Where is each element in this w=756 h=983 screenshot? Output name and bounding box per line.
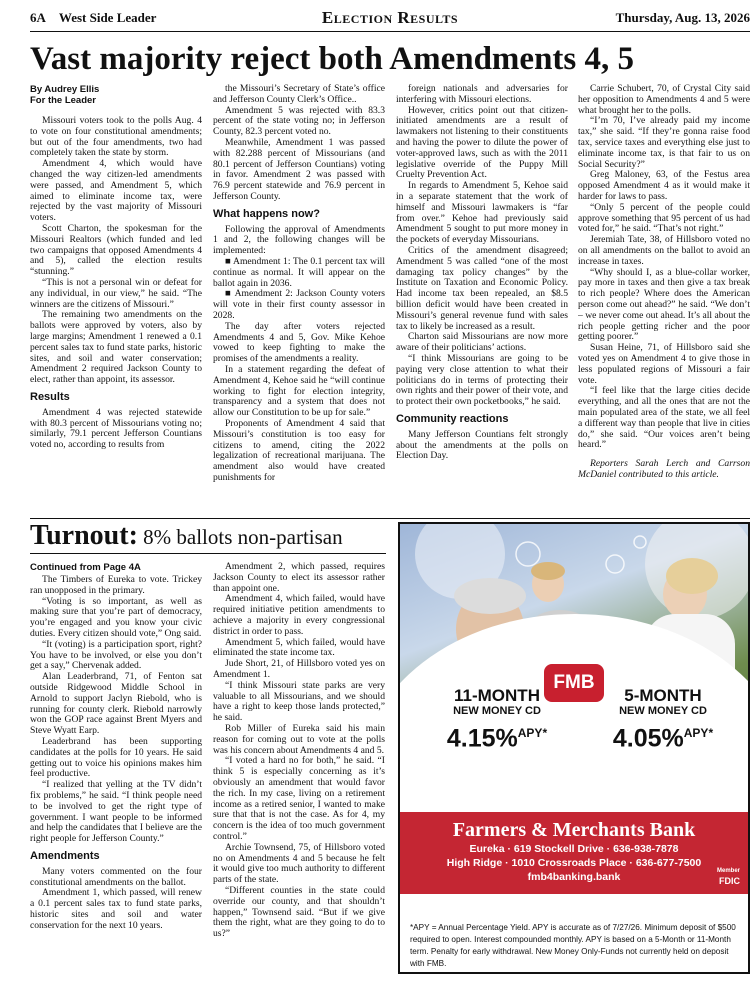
- issue-date: Thursday, Aug. 13, 2026: [615, 10, 750, 25]
- article-column-3: [396, 84, 568, 514]
- bank-name: Farmers & Merchants Bank: [452, 819, 696, 841]
- paragraph: Meanwhile, Amendment 1 was passed with 82.288 percent of Missourians (and 80.1 percent of Jefferson Countians) voting in favor. Amendment 2 was passed with 76.9 percent statewide and 76.9 percent in Jefferson County.: [213, 136, 385, 202]
- rate2-term: 5-MONTH: [624, 686, 702, 705]
- paragraph: Amendment 2, which passed, requires Jackson County to elect its assessor rather than appoint one.: [213, 562, 385, 594]
- turnout-headline-bold: Turnout:: [30, 520, 138, 551]
- article-column-4: [578, 84, 750, 514]
- turnout-col2-body: [213, 562, 385, 940]
- bank-address-eureka: Eureka · 619 Stockell Drive · 636-938-7878: [469, 843, 679, 855]
- continued-note: Continued from Page 4A: [30, 562, 141, 573]
- turnout-headline: [30, 520, 390, 556]
- paragraph: “I think Missouri state parks are very valuable to all Missourians, and we should have a right to keep those lands protected,” he said.: [213, 679, 385, 724]
- section-title: Election Results: [321, 8, 459, 27]
- page-number: 6A: [30, 10, 46, 25]
- masthead: [30, 6, 750, 32]
- paragraph: Many voters commented on the four constitutional amendments on the ballot.: [30, 865, 202, 888]
- paragraph: Amendment 4, which failed, would have required initiative petition amendments to achieve a majority in every congressional district in order to pass.: [213, 593, 385, 637]
- community-heading: Community reactions: [396, 412, 509, 425]
- paragraph: Jude Short, 21, of Hillsboro voted yes on Amendment 1.: [213, 658, 385, 680]
- paragraph: Amendment 4 was rejected statewide with 80.3 percent of Missourians voting no; similarly, 79.1 percent Jefferson Countians voted no, according to results from: [30, 406, 202, 451]
- paragraph: However, critics point out that citizen-initiated amendments are a result of lawmakers not listening to their constituents and having the power to dilute the power of voter-approved laws, such as with the 2011 legislative override of the Puppy Mill Cruelty Prevention Act.: [396, 104, 568, 181]
- paragraph: Archie Townsend, 75, of Hillsboro voted no on Amendments 4 and 5 because he felt it would give too much authority to different parts of the state.: [213, 841, 385, 886]
- paragraph: “Voting is so important, as well as making sure that you’re part of democracy, you’re engaged and you know your civic duties. Every citizen should vote,” Ong said.: [30, 595, 202, 639]
- turnout-column-1: [30, 562, 202, 977]
- paragraph: In regards to Amendment 5, Kehoe said in a separate statement that the work of himself and Missouri lawmakers is “far from over.” Kehoe had previously said Amendment 5 sought to put more money in the pockets of everyday Missourians.: [396, 180, 568, 246]
- paragraph: Charton said Missourians are now more aware of their politicians’ actions.: [396, 331, 568, 354]
- paragraph: Missouri voters took to the polls Aug. 4 to vote on four constitutional amendments; but out of the four amendments, two had completely taken the state by storm.: [30, 115, 202, 159]
- rate-11-month: [422, 686, 572, 753]
- turnout-divider: [30, 553, 386, 554]
- paragraph: The Timbers of Eureka to vote. Trickey ran unopposed in the primary.: [30, 574, 202, 596]
- paragraph: Scott Charton, the spokesman for the Missouri Realtors (which funded and led two campaigns that opposed Amendments 4 and 5), called the election results “stunning.”: [30, 222, 202, 278]
- paragraph: In a statement regarding the defeat of Amendment 4, Kehoe said he “will continue working to fight for election integrity, transparency and a system that does not allow our Constitution to be up for sale.”: [213, 363, 385, 419]
- paragraph: “It (voting) is a participation sport, right? You have to be involved, or else you don’t get a say,” Chervenak added.: [30, 638, 202, 672]
- paragraph: ■ Amendment 2: Jackson County voters will vote in their first county assessor in 2028.: [213, 288, 385, 321]
- turnout-column-2: [213, 562, 385, 977]
- paragraph: “I feel like that the large cities decide everything, and all the ones that are not the main populated area of the state, we all feel a different way than people that live in cities do,” she said. “Our voices aren’t being heard.”: [578, 385, 750, 451]
- col4-body: [578, 84, 750, 451]
- paragraph: The remaining two amendments on the ballots were approved by voters, also by large margins; Amendment 1 renewed a 0.1 percent sales tax to fund state parks, historic sites, and soil and water conservation; Amendment 2 required Jackson County to elect, rather than appoint, its assessor.: [30, 309, 202, 386]
- byline-org: For the Leader: [30, 95, 96, 106]
- paragraph: Amendment 5 was rejected with 83.3 percent of the state voting no; in Jefferson County, 82.3 percent voted no.: [213, 104, 385, 138]
- rate1-type: NEW MONEY CD: [453, 705, 541, 717]
- amendments-heading: Amendments: [30, 849, 100, 862]
- paragraph: “I’m 70, I’ve already paid my income tax,” she said. “If they’re gonna raise food tax, service taxes and everything else just to eliminate income tax, is that fair to us on Social Security?”: [578, 115, 750, 170]
- rate1-term: 11-MONTH: [454, 686, 540, 705]
- paragraph: Alan Leaderbrand, 71, of Fenton sat outside Ridgewood Middle School in Arnold to support Jaclyn Riebold, who is running for county clerk. Riebold narrowly won the GOP race against Brent Myers and Steve Wyatt Earp.: [30, 671, 202, 737]
- article-column-1: [30, 84, 202, 514]
- paragraph: “Different counties in the state could override our county, and that shouldn’t happen,” Townsend said. “But if we give them the right, what are they going to do to us?”: [213, 884, 385, 940]
- paragraph: Rob Miller of Eureka said his main reason for coming out to vote at the polls was his concern about Amendments 4 and 5.: [213, 722, 385, 756]
- paragraph: Amendment 4, which would have changed the way citizen-led amendments were passed, and Amendment 5, which aimed to eliminate income tax, were rejected by the vast majority of Missouri voters.: [30, 158, 202, 224]
- rate2-value: 4.05%: [612, 724, 684, 753]
- paragraph: Following the approval of Amendments 1 and 2, the following changes will be implemented:: [213, 223, 385, 257]
- paragraph: “Why should I, as a blue-collar worker, pay more in taxes and then give a tax break to rich people? Where does the American person come out ahead?” he said. “We don’t – we never come out ahead. It’s all about the rich people getting richer and the poor getting poorer.”: [578, 266, 750, 343]
- paragraph: Leaderbrand has been supporting candidates at the polls for 10 years. He said getting out to voice his opinions makes him feel productive.: [30, 735, 202, 780]
- col3-body: [396, 84, 568, 408]
- rate1-apy: APY*: [517, 726, 548, 740]
- turnout-headline-rest: 8% ballots non-partisan: [137, 525, 343, 549]
- what-happens-heading: What happens now?: [213, 207, 320, 220]
- paragraph: “Only 5 percent of the people could approve something that 95 percent of us had voted for,” he said. “That’s not right.”: [578, 201, 750, 235]
- turnout-col1b-body: [30, 867, 202, 932]
- rate2-type: NEW MONEY CD: [619, 705, 707, 717]
- fdic-badge: [717, 866, 740, 886]
- turnout-col1-body: [30, 575, 202, 845]
- byline: By Audrey Ellis: [30, 84, 100, 95]
- paragraph: “This is not a personal win or defeat for any individual, in our view,” he said. “The winners are the citizens of Missouri.”: [30, 276, 202, 310]
- bank-website[interactable]: fmb4banking.bank: [527, 871, 621, 883]
- rate-5-month: [588, 686, 738, 753]
- fmb-logo: FMB: [544, 664, 604, 702]
- paragraph: Critics of the amendment disagreed; Amendment 5 was called “one of the most damaging tax policy changes” by the Institute on Taxation and Economic Policy. Had income tax been repealed, an $8.5 billion deficit would have been created in Missouri’s general revenue fund with sales tax to likely be increased as a result.: [396, 244, 568, 332]
- article-headline: Vast majority reject both Amendments 4, 5: [30, 41, 635, 77]
- col2-body: [213, 84, 385, 203]
- paragraph: Carrie Schubert, 70, of Crystal City said her opposition to Amendments 4 and 5 were what brought her to the polls.: [578, 84, 750, 116]
- col1-body: [30, 116, 202, 386]
- paragraph: foreign nationals and adversaries for interfering with Missouri elections.: [396, 84, 568, 105]
- paragraph: Susan Heine, 71, of Hillsboro said she voted yes on Amendment 4 to give those in less populated regions of Missouri a fair vote.: [578, 342, 750, 386]
- contributor-credit: Reporters Sarah Lerch and Carrson McDaniel contributed to this article.: [578, 458, 750, 480]
- paragraph: Greg Maloney, 63, of the Festus area opposed Amendment 4 as it would make it harder for laws to pass.: [578, 169, 750, 202]
- paragraph: the Missouri’s Secretary of State’s office and Jefferson County Clerk’s Office..: [213, 84, 385, 105]
- rate1-value: 4.15%: [446, 724, 518, 753]
- bank-address-high-ridge: High Ridge · 1010 Crossroads Place · 636-677-7500: [446, 857, 702, 869]
- fdic-member: Member: [716, 868, 740, 874]
- paragraph: ■ Amendment 1: The 0.1 percent tax will continue as normal. It will appear on the ballot again in 2036.: [213, 255, 385, 289]
- ad-fine-print: *APY = Annual Percentage Yield. APY is accurate as of 7/27/26. Minimum deposit of $500 required to open. Interest compounded monthly. APY is based on a 5-Month or 11-Month term. Penalty for early withdrawal. New Money Only-Funds not currently held on deposit with FMB.: [410, 923, 736, 968]
- paragraph: Many Jefferson Countians felt strongly about the amendments at the polls on Election Day.: [396, 428, 568, 462]
- paragraph: “I realized that yelling at the TV didn’t fix problems,” he said. “I think people need to be involved to get the right type of government. I want people to be informed and help the candidates that I believe are the right people for Jefferson County.”: [30, 779, 202, 845]
- paragraph: “I voted a hard no for both,” he said. “I think 5 is especially concerning as it’s obviously an amendment that would favor the rich. In my case, living on a retirement income as a retired senior, I wanted to make sure that that is not the case. As for 4, my concern is the idea of too much government control.”: [213, 755, 385, 842]
- paragraph: Proponents of Amendment 4 said that Missouri’s constitution is too easy for citizens to amend, citing the 2022 legalization of recreational marijuana. The amendment also would have created punishments for: [213, 417, 385, 483]
- bank-advertisement[interactable]: [398, 522, 750, 974]
- section-divider: [30, 518, 750, 519]
- rate2-apy: APY*: [683, 726, 714, 740]
- article-column-2: [213, 84, 385, 514]
- paragraph: The day after voters rejected Amendments 4 and 5, Gov. Mike Kehoe vowed to keep fighting to make the promises of the amendments a reality.: [213, 320, 385, 365]
- bank-info-banner: [400, 812, 748, 894]
- paragraph: Jeremiah Tate, 38, of Hillsboro voted no on all amendments on the ballot to avoid an increase in taxes.: [578, 234, 750, 267]
- paragraph: “I think Missourians are going to be paying very close attention to what their politicians do in terms of protecting their own rights and their power of their vote, and to protect their own pocketbooks,” he said.: [396, 352, 568, 408]
- col3b-body: [396, 430, 568, 462]
- paragraph: Amendment 1, which passed, will renew a 0.1 percent sales tax to fund state parks, historic sites and soil and water conservation for the next 10 years.: [30, 887, 202, 931]
- paper-name: West Side Leader: [58, 10, 157, 25]
- col1b-body: [30, 408, 202, 451]
- results-heading: Results: [30, 390, 70, 403]
- fdic-label: FDIC: [719, 876, 740, 886]
- col2b-body: [213, 225, 385, 484]
- paragraph: Amendment 5, which failed, would have eliminated the state income tax.: [213, 636, 385, 659]
